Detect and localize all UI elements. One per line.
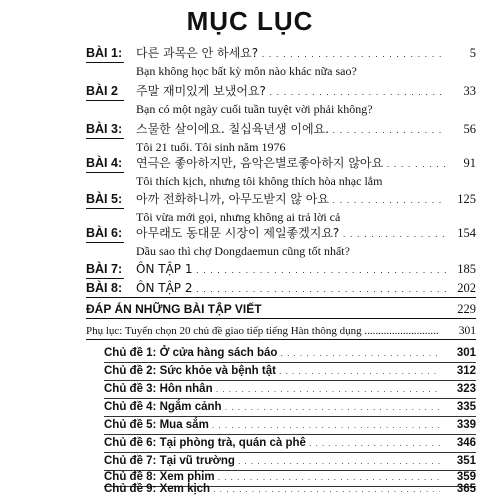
appendix-page-number: 301 <box>458 325 476 337</box>
toc-entry-lesson-4 <box>86 154 476 190</box>
topic-page-number: 359 <box>456 471 476 483</box>
topic-title: Chủ đề 5: Mua sắm . . . <box>104 416 440 434</box>
lesson-page-number: 202 <box>455 279 476 298</box>
lesson-korean-title: 스물한 살이에요. 칠십육년생 이에요. . . . <box>136 120 446 140</box>
lesson-underline <box>86 138 124 139</box>
topic-title: Chủ đề 1: Ở cửa hàng sách báo . . . <box>104 344 440 362</box>
lesson-korean-title: ÔN TẬP 1 . . . <box>136 260 446 280</box>
lesson-label: BÀI 7: <box>86 262 123 276</box>
lesson-page-number: 33 <box>462 82 477 101</box>
topic-page-number: 351 <box>456 455 476 467</box>
lesson-underline <box>86 242 124 243</box>
toc-entry-lesson-3 <box>86 120 476 156</box>
lesson-page-number: 125 <box>455 190 476 209</box>
toc-entry-appendix <box>86 323 476 339</box>
appendix-title: Phụ lục: Tuyển chọn 20 chủ đề giao tiếp tiếng Hàn thông dụng ..... <box>86 323 439 339</box>
lesson-label: BÀI 2 <box>86 84 118 98</box>
toc-entry-lesson-2 <box>86 82 476 118</box>
lesson-korean-title: 주말 재미있게 보냈어요? . . . <box>136 82 446 102</box>
lesson-label: BÀI 8: <box>86 281 123 295</box>
lesson-vietnamese-title: Bạn không học bất kỳ môn nào khác nữa sao? <box>136 64 357 78</box>
topic-page-number: 335 <box>456 401 476 413</box>
topic-title: Chủ đề 2: Sức khỏe và bệnh tật . . . <box>104 362 440 380</box>
answers-page-number: 229 <box>457 302 476 316</box>
toc-entry-lesson-5 <box>86 190 476 226</box>
appendix-underline <box>86 339 476 340</box>
lesson-underline <box>86 62 124 63</box>
toc-entry-lesson-7 <box>86 260 476 279</box>
answers-underline <box>86 318 476 319</box>
topic-title: Chủ đề 8: Xem phim . . . <box>104 468 440 486</box>
lesson-korean-title: 다른 과목은 안 하세요? . . . <box>136 44 446 64</box>
lesson-vietnamese-title: Tôi thích kịch, nhưng tôi không thích hòa nhạc lắm <box>136 174 383 188</box>
lesson-page-number: 5 <box>468 44 476 63</box>
toc-entry-topic-3 <box>104 380 476 398</box>
topic-page-number: 301 <box>456 347 476 359</box>
topic-title: Chủ đề 9: Xem kịch . . . <box>104 480 440 498</box>
topic-title: Chủ đề 4: Ngắm cảnh . . . <box>104 398 440 416</box>
lesson-korean-title: 연극은 좋아하지만, 음악은별로좋아하지 않아요 . . . <box>136 154 446 174</box>
lesson-vietnamese-title: Bạn có một ngày cuối tuần tuyệt vời phải không? <box>136 102 373 116</box>
toc-entry-topic-2 <box>104 362 476 380</box>
lesson-label: BÀI 4: <box>86 156 123 170</box>
lesson-label: BÀI 1: <box>86 46 123 60</box>
toc-entry-answers <box>86 300 476 318</box>
toc-entry-topic-9 <box>104 480 476 498</box>
toc-entry-topic-6 <box>104 434 476 452</box>
lesson-underline <box>86 100 124 101</box>
lesson-vietnamese-title: Tôi vừa mới gọi, nhưng không ai trả lời cả <box>136 210 341 224</box>
toc-entry-topic-4 <box>104 398 476 416</box>
toc-entry-lesson-6 <box>86 224 476 260</box>
topic-page-number: 323 <box>456 383 476 395</box>
lesson-page-number: 91 <box>462 154 477 173</box>
topic-page-number: 346 <box>456 437 476 449</box>
lesson-vietnamese-title: Tôi 21 tuổi. Tôi sinh năm 1976 <box>136 140 286 154</box>
topic-page-number: 365 <box>456 483 476 495</box>
topic-title: Chủ đề 7: Tại vũ trường . . . <box>104 452 440 470</box>
lesson-underline <box>86 172 124 173</box>
lesson-label: BÀI 3: <box>86 122 123 136</box>
lesson-page-number: 154 <box>455 224 476 243</box>
topic-title: Chủ đề 3: Hôn nhân . . . <box>104 380 440 398</box>
lesson-label: BÀI 6: <box>86 226 123 240</box>
topic-page-number: 339 <box>456 419 476 431</box>
toc-entry-topic-1 <box>104 344 476 362</box>
answers-title: ĐÁP ÁN NHỮNG BÀI TẬP VIẾT <box>86 302 262 316</box>
lesson-korean-title: 아까 전화하니까, 아무도받지 않 아요 . . . <box>136 190 446 210</box>
lesson-underline <box>86 297 476 298</box>
lesson-page-number: 185 <box>455 260 476 279</box>
topic-page-number: 312 <box>456 365 476 377</box>
toc-entry-lesson-8 <box>86 279 476 298</box>
lesson-korean-title: ÔN TẬP 2 . . . <box>136 279 446 299</box>
lesson-page-number: 56 <box>462 120 477 139</box>
lesson-underline <box>86 208 124 209</box>
toc-entry-lesson-1 <box>86 44 476 80</box>
lesson-vietnamese-title: Dầu sao thì chợ Dongdaemun cũng tốt nhất? <box>136 244 350 258</box>
toc-entry-topic-5 <box>104 416 476 434</box>
lesson-korean-title: 아무래도 동대문 시장이 제일좋겠지요? . . . <box>136 224 446 244</box>
lesson-label: BÀI 5: <box>86 192 123 206</box>
topic-title: Chủ đề 6: Tại phòng trà, quán cà phê . . . <box>104 434 440 452</box>
page-title: MỤC LỤC <box>186 6 314 36</box>
